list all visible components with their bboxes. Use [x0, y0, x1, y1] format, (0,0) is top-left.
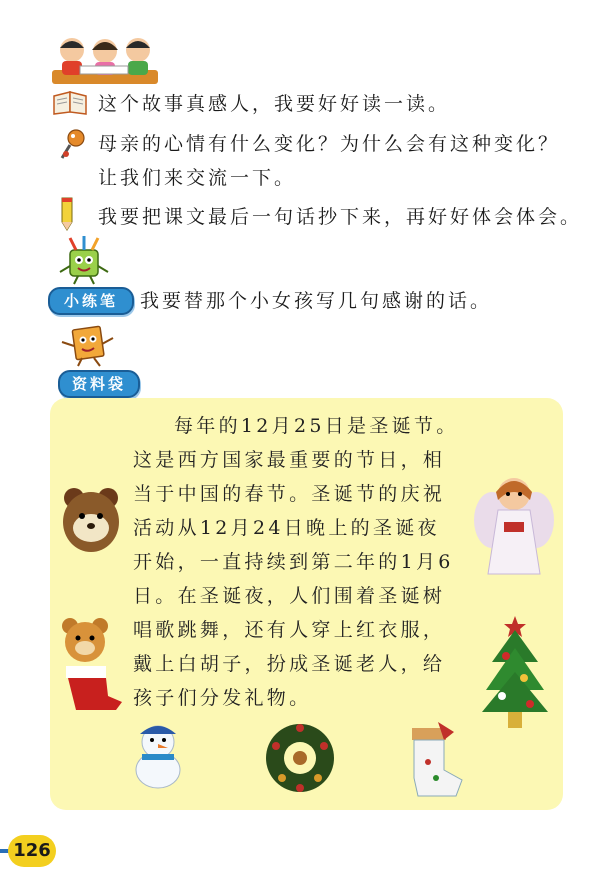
angel-ornament: [474, 470, 554, 578]
teddy-bear-ornament: [58, 484, 124, 556]
page-number: 126: [8, 835, 56, 867]
book-icon: [52, 90, 90, 116]
christmas-tree: [480, 612, 550, 732]
info-line: 活动从12月24日晚上的圣诞夜: [133, 517, 440, 539]
snowman: [130, 718, 188, 790]
info-bag-label-badge: 资料袋: [58, 370, 140, 398]
wreath: [262, 718, 338, 798]
prompt-discuss-text-1: 母亲的心情有什么变化？为什么会有这种变化？: [98, 133, 561, 155]
info-line: 日。在圣诞夜，人们围着圣诞树: [133, 585, 446, 607]
info-line: 当于中国的春节。圣诞节的庆祝: [133, 483, 446, 505]
practice-text: 我要替那个小女孩写几句感谢的话。: [140, 290, 493, 312]
christmas-stocking: [394, 718, 470, 800]
prompt-copy-text: 我要把课文最后一句话抄下来，再好好体会体会。: [98, 206, 583, 228]
info-line: 开始，一直持续到第二年的1月6: [133, 551, 454, 573]
info-line: 这是西方国家最重要的节日，相: [133, 449, 446, 471]
bear-stocking: [56, 614, 128, 710]
prompt-read-text: 这个故事真感人，我要好好读一读。: [98, 93, 451, 115]
pencil-mascot-icon: [56, 236, 112, 286]
info-line: 孩子们分发礼物。: [133, 687, 312, 709]
microphone-icon: [56, 128, 88, 162]
info-line: 每年的12月25日是圣诞节。: [174, 415, 459, 437]
folder-mascot-icon: [58, 322, 116, 368]
children-reading-illustration: [50, 34, 162, 86]
prompt-discuss-text-2: 让我们来交流一下。: [98, 167, 297, 189]
info-line: 唱歌跳舞，还有人穿上红衣服，: [133, 619, 446, 641]
pencil-icon: [56, 196, 78, 232]
practice-label-badge: 小练笔: [48, 287, 134, 315]
info-line: 戴上白胡子，扮成圣诞老人，给: [133, 653, 446, 675]
